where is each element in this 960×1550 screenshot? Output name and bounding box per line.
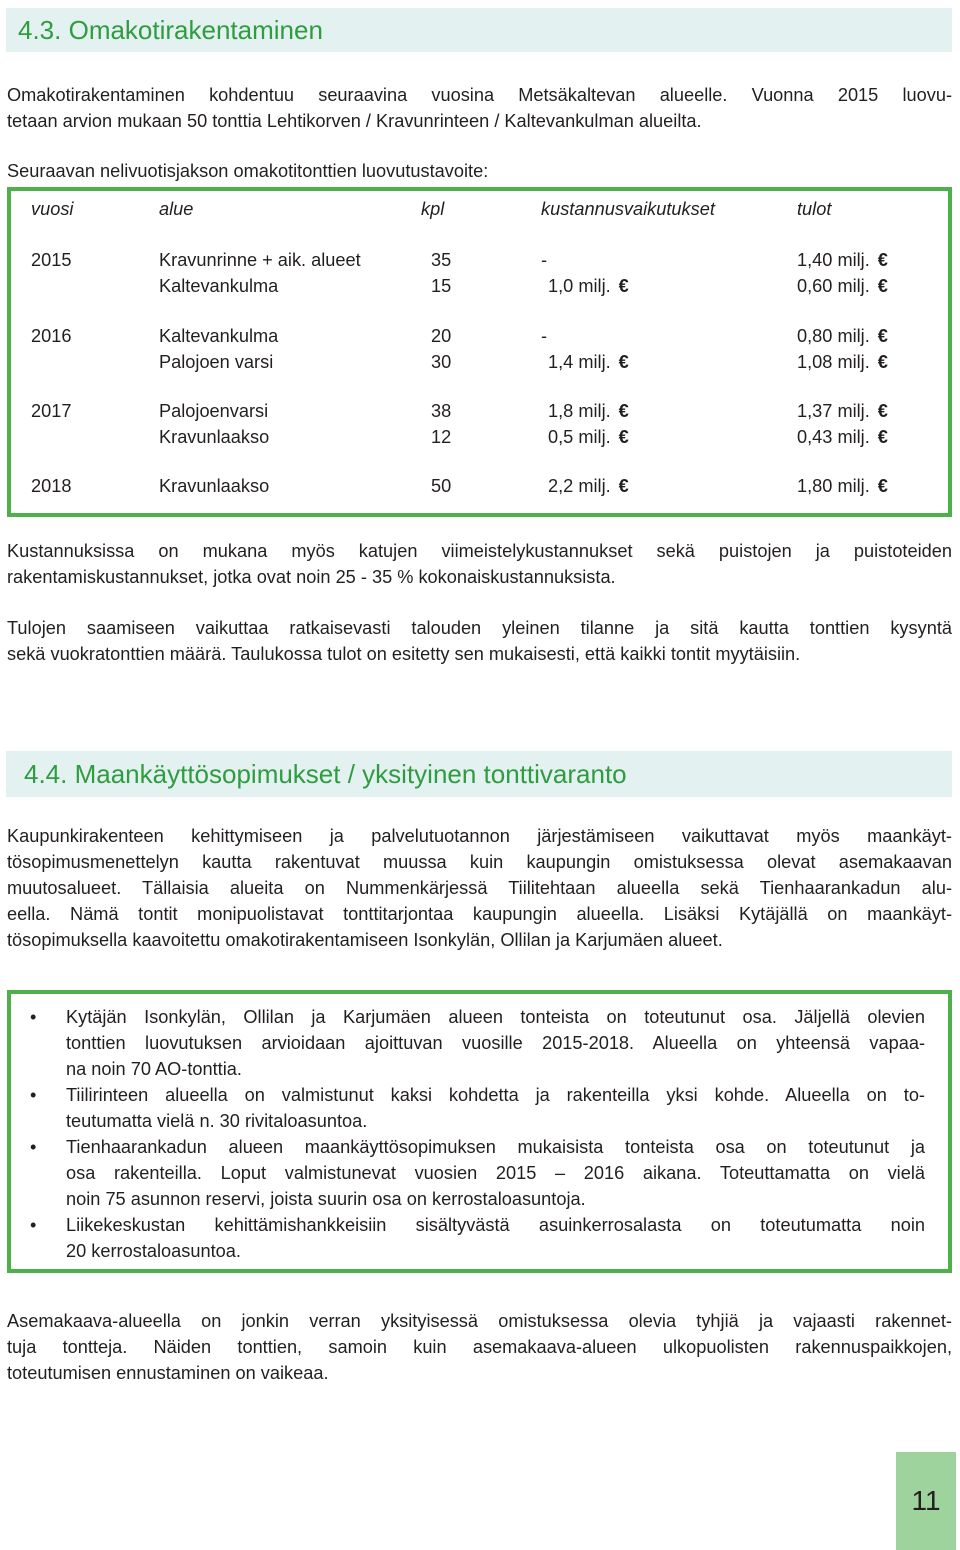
cell-income-value: 0,43 milj. [797, 427, 870, 447]
cell-area-value: Kravunrinne + aik. alueet [159, 250, 361, 270]
text-line: Asemakaava-alueella on jonkin verran yksityisessä omistuksessa olevia tyhjiä ja vajaasti rakennet- [7, 1311, 952, 1331]
euro-icon: € [877, 326, 888, 346]
cell-kpl [431, 349, 451, 375]
text-line: sekä vuokratonttien määrä. Taulukossa tulot on esitetty sen mukaisesti, että kaikki tontit myytäisiin. [7, 644, 801, 664]
cell-cost-value: 1,8 milj. [548, 401, 611, 421]
cell-cost [548, 473, 629, 499]
cell-cost [541, 247, 547, 273]
cell-cost [548, 273, 629, 299]
cell-kpl-value: 15 [431, 276, 452, 296]
text-line: rakentamiskustannukset, jotka ovat noin 25 - 35 % kokonaiskustannuksista. [7, 567, 616, 587]
euro-icon: € [877, 476, 888, 496]
cell-year-value: 2015 [31, 250, 72, 270]
cell-kpl-value: 35 [431, 250, 452, 270]
bullet-list [30, 1004, 925, 1264]
cell-year [31, 247, 71, 273]
cell-kpl-value: 38 [431, 401, 452, 421]
header-income: tulot [797, 199, 832, 219]
euro-icon: € [877, 276, 888, 296]
euro-icon: € [618, 401, 629, 421]
bullet-icon: • [30, 1215, 37, 1235]
cell-cost-value: 0,5 milj. [548, 427, 611, 447]
header-kpl: kpl [421, 199, 445, 219]
section-title: 4.4. Maankäyttösopimukset / yksityinen tonttivaranto [24, 759, 627, 789]
cell-income [797, 473, 888, 499]
cell-year [31, 323, 71, 349]
cell-income-value: 1,80 milj. [797, 476, 870, 496]
cell-income [797, 247, 888, 273]
cell-cost-value: - [541, 250, 548, 270]
cell-kpl [431, 247, 451, 273]
euro-icon: € [618, 276, 629, 296]
cell-area [159, 424, 269, 450]
cell-area-value: Kravunlaakso [159, 427, 270, 447]
section-heading-bar [6, 751, 952, 797]
text-line: noin 75 asunnon reservi, joista suurin osa on kerrostaloasuntoja. [66, 1189, 586, 1209]
text-line: na noin 70 AO-tonttia. [66, 1059, 242, 1079]
text-line: Tienhaarankadun alueen maankäyttösopimuksen mukaisista tonteista osa on toteutunut ja [66, 1137, 925, 1157]
cell-area-value: Palojoenvarsi [159, 401, 269, 421]
cell-cost [548, 424, 629, 450]
text-line: Kaupunkirakenteen kehittymiseen ja palvelutuotannon järjestämiseen vaikuttavat myös maankäyt- [7, 826, 952, 846]
cell-kpl-value: 20 [431, 326, 452, 346]
euro-icon: € [877, 352, 888, 372]
euro-icon: € [877, 401, 888, 421]
list-item [30, 1134, 925, 1212]
cell-cost-value: 1,0 milj. [548, 276, 611, 296]
text-line: tösopimuksella kaavoitettu omakotirakentamiseen Isonkylän, Ollilan ja Karjumäen alueet. [7, 930, 723, 950]
cell-year-value: 2017 [31, 401, 72, 421]
cell-income-value: 1,08 milj. [797, 352, 870, 372]
land-use-paragraph [7, 823, 952, 953]
cell-kpl [431, 323, 451, 349]
cell-income-value: 1,37 milj. [797, 401, 870, 421]
cell-year [31, 473, 71, 499]
euro-icon: € [618, 352, 629, 372]
text-line: Liikekeskustan kehittämishankkeisiin sisältyvästä asuinkerrosalasta on toteutumatta noin [66, 1215, 925, 1235]
cell-kpl-value: 50 [431, 476, 452, 496]
cell-area [159, 323, 278, 349]
section-heading-bar [6, 8, 952, 52]
text-line: Tulojen saamiseen vaikuttaa ratkaisevasti talouden yleinen tilanne ja sitä kautta tonttien kysyntä [7, 618, 952, 638]
cell-year [31, 398, 71, 424]
cell-cost [548, 398, 629, 424]
header-area: alue [159, 199, 194, 219]
text-line: toteutumisen ennustaminen on vaikeaa. [7, 1363, 329, 1383]
text-line: 20 kerrostaloasuntoa. [66, 1241, 241, 1261]
page-number: 11 [896, 1452, 956, 1550]
list-item [30, 1212, 925, 1264]
cell-area-value: Palojoen varsi [159, 352, 274, 372]
text-line: tösopimusmenettelyn kautta rakentuvat muussa kuin kaupungin omistuksessa olevat asemakaavan [7, 852, 952, 872]
bullet-icon: • [30, 1007, 37, 1027]
cell-cost [548, 349, 629, 375]
income-paragraph [7, 615, 952, 667]
list-item [30, 1004, 925, 1082]
cell-cost-value: 2,2 milj. [548, 476, 611, 496]
table-caption [7, 158, 952, 184]
cell-year-value: 2018 [31, 476, 72, 496]
euro-icon: € [877, 427, 888, 447]
cell-area-value: Kravunlaakso [159, 476, 270, 496]
text-line: Seuraavan nelivuotisjakson omakotitonttien luovutustavoite: [7, 161, 489, 181]
cell-cost-value: 1,4 milj. [548, 352, 611, 372]
text-line: teutumatta vielä n. 30 rivitaloasuntoa. [66, 1111, 368, 1131]
text-line: Omakotirakentaminen kohdentuu seuraavina vuosina Metsäkaltevan alueelle. Vuonna 2015 luovu- [7, 85, 952, 105]
header-cost: kustannusvaikutukset [541, 199, 715, 219]
cell-income [797, 398, 888, 424]
euro-icon: € [618, 427, 629, 447]
cell-area-value: Kaltevankulma [159, 326, 279, 346]
cell-area [159, 273, 278, 299]
intro-paragraph [7, 82, 952, 134]
text-line: Tiilirinteen alueella on valmistunut kaksi kohdetta ja rakenteilla yksi kohde. Alueella on to- [66, 1085, 925, 1105]
cell-income [797, 424, 888, 450]
cell-area [159, 247, 361, 273]
text-line: tetaan arvion mukaan 50 tonttia Lehtikorven / Kravunrinteen / Kaltevankulman alueilta. [7, 111, 702, 131]
text-line: tuja tontteja. Näiden tonttien, samoin kuin asemakaava-alueen ulkopuolisten rakennuspaikkojen, [7, 1337, 952, 1357]
cell-kpl-value: 12 [431, 427, 452, 447]
cell-kpl [431, 424, 451, 450]
bullet-icon: • [30, 1137, 37, 1157]
cell-kpl [431, 473, 451, 499]
cell-income-value: 0,60 milj. [797, 276, 870, 296]
cell-year-value: 2016 [31, 326, 72, 346]
text-line: Kustannuksissa on mukana myös katujen viimeistelykustannukset sekä puistojen ja puistoteiden [7, 541, 952, 561]
cell-area [159, 398, 268, 424]
cell-cost-value: - [541, 326, 548, 346]
cell-area-value: Kaltevankulma [159, 276, 279, 296]
cell-income [797, 323, 888, 349]
costs-paragraph [7, 538, 952, 590]
bullet-icon: • [30, 1085, 37, 1105]
cell-kpl-value: 30 [431, 352, 452, 372]
text-line: Kytäjän Isonkylän, Ollilan ja Karjumäen alueen tonteista on toteutunut osa. Jäljellä olevien [66, 1007, 925, 1027]
cell-income [797, 349, 888, 375]
cell-kpl [431, 273, 451, 299]
cell-income [797, 273, 888, 299]
euro-icon: € [877, 250, 888, 270]
text-line: muutosalueet. Tällaisia alueita on Nummenkärjessä Tiilitehtaan alueella sekä Tienhaarankadun alu- [7, 878, 952, 898]
cell-income-value: 1,40 milj. [797, 250, 870, 270]
section-title: 4.3. Omakotirakentaminen [18, 15, 323, 45]
closing-paragraph [7, 1308, 952, 1386]
cell-area [159, 473, 269, 499]
list-item [30, 1082, 925, 1134]
text-line: osa rakenteilla. Loput valmistunevat vuosien 2015 – 2016 aikana. Toteuttamatta on vielä [66, 1163, 925, 1183]
cell-cost [541, 323, 547, 349]
text-line: eella. Nämä tontit monipuolistavat tonttitarjontaa kaupungin alueella. Lisäksi Kytäjällä on maankäyt- [7, 904, 952, 924]
cell-kpl [431, 398, 451, 424]
header-year: vuosi [31, 199, 74, 219]
euro-icon: € [618, 476, 629, 496]
text-line: tonttien luovutuksen arvioidaan ajoittuvan vuosille 2015-2018. Alueella on yhteensä vapaa- [66, 1033, 925, 1053]
cell-area [159, 349, 273, 375]
cell-income-value: 0,80 milj. [797, 326, 870, 346]
